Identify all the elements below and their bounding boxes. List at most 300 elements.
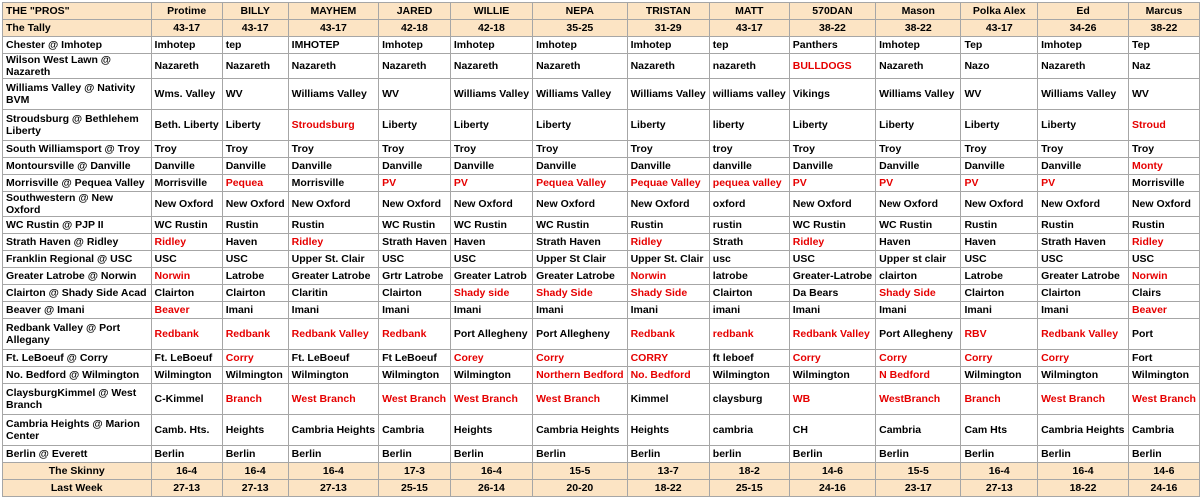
game-row [3, 192, 1200, 217]
pick-cell: Nazo [961, 54, 1038, 79]
pick-cell: WC Rustin [876, 217, 961, 234]
pick-cell: Nazareth [876, 54, 961, 79]
pick-cell: Imani [379, 302, 451, 319]
pick-cell: Liberty [379, 110, 451, 141]
game-row [3, 285, 1200, 302]
pick-cell: Upper St. Clair [288, 251, 378, 268]
tally-row [3, 20, 1200, 37]
pick-cell: Heights [450, 415, 532, 446]
pick-cell: Clairton [709, 285, 789, 302]
pick-cell: Pequea [222, 175, 288, 192]
pick-cell: Ridley [627, 234, 709, 251]
matchup-cell: Greater Latrobe @ Norwin [3, 268, 152, 285]
pick-cell: Imani [961, 302, 1038, 319]
pick-cell: Imani [627, 302, 709, 319]
pick-cell: New Oxford [222, 192, 288, 217]
pick-cell: Monty [1128, 158, 1199, 175]
pick-cell: Ft. LeBoeuf [288, 350, 378, 367]
pick-cell: Wilmington [789, 367, 875, 384]
pick-cell: Naz [1128, 54, 1199, 79]
skinny-record: 16-4 [450, 463, 532, 480]
pick-cell: Cambria [1128, 415, 1199, 446]
pick-cell: Redbank [151, 319, 222, 350]
pick-cell: Haven [222, 234, 288, 251]
picker-name: Protime [151, 3, 222, 20]
pick-cell: Shady side [450, 285, 532, 302]
matchup-cell: Southwestern @ New Oxford [3, 192, 152, 217]
pick-cell: berlin [709, 446, 789, 463]
pick-cell: cambria [709, 415, 789, 446]
game-row [3, 234, 1200, 251]
pick-cell: WV [222, 79, 288, 110]
pick-cell: Berlin [222, 446, 288, 463]
pick-cell: ft leboef [709, 350, 789, 367]
pick-cell: Berlin [876, 446, 961, 463]
pick-cell: USC [789, 251, 875, 268]
pick-cell: Redbank Valley [789, 319, 875, 350]
pick-cell: Berlin [961, 446, 1038, 463]
pick-cell: Williams Valley [288, 79, 378, 110]
pick-cell: WC Rustin [151, 217, 222, 234]
pick-cell: New Oxford [876, 192, 961, 217]
pick-cell: Port [1128, 319, 1199, 350]
pick-cell: Corry [876, 350, 961, 367]
skinny-record: 15-5 [876, 463, 961, 480]
last-week-row [3, 480, 1200, 497]
matchup-cell: Franklin Regional @ USC [3, 251, 152, 268]
pick-cell: Danville [379, 158, 451, 175]
pick-cell: tep [222, 37, 288, 54]
pick-cell: Corry [961, 350, 1038, 367]
pick-cell: Port Allegheny [876, 319, 961, 350]
pick-cell: Wilmington [709, 367, 789, 384]
pick-cell: Ridley [288, 234, 378, 251]
picks-spreadsheet [2, 2, 1200, 497]
pick-cell: Danville [151, 158, 222, 175]
pick-cell: Berlin [151, 446, 222, 463]
pick-cell: Berlin [627, 446, 709, 463]
pick-cell: Liberty [533, 110, 628, 141]
pick-cell: Pequea Valley [533, 175, 628, 192]
game-row [3, 37, 1200, 54]
pick-cell: WB [789, 384, 875, 415]
game-row [3, 141, 1200, 158]
last-week-record: 18-22 [627, 480, 709, 497]
pick-cell: claysburg [709, 384, 789, 415]
pick-cell: Imani [450, 302, 532, 319]
matchup-cell: Berlin @ Everett [3, 446, 152, 463]
pick-cell: Danville [288, 158, 378, 175]
pick-cell: Rustin [1128, 217, 1199, 234]
pick-cell: Ridley [151, 234, 222, 251]
pick-cell: Corry [222, 350, 288, 367]
pick-cell: Strath Haven [533, 234, 628, 251]
pick-cell: Nazareth [222, 54, 288, 79]
pick-cell: BULLDOGS [789, 54, 875, 79]
pick-cell: Troy [450, 141, 532, 158]
pick-cell: WV [1128, 79, 1199, 110]
tally-record: 35-25 [533, 20, 628, 37]
pick-cell: Redbank [222, 319, 288, 350]
pick-cell: Ridley [789, 234, 875, 251]
pick-cell: Rustin [222, 217, 288, 234]
pick-cell: New Oxford [961, 192, 1038, 217]
pick-cell: Cambria Heights [288, 415, 378, 446]
game-row [3, 158, 1200, 175]
pick-cell: West Branch [1128, 384, 1199, 415]
pick-cell: Williams Valley [450, 79, 532, 110]
pick-cell: New Oxford [288, 192, 378, 217]
pick-cell: Haven [876, 234, 961, 251]
matchup-cell: Morrisville @ Pequea Valley [3, 175, 152, 192]
tally-record: 38-22 [789, 20, 875, 37]
pick-cell: Troy [1038, 141, 1129, 158]
pick-cell: Strath Haven [379, 234, 451, 251]
picker-name: WILLIE [450, 3, 532, 20]
pick-cell: Cam Hts [961, 415, 1038, 446]
pick-cell: Troy [288, 141, 378, 158]
pick-cell: Wilmington [222, 367, 288, 384]
pick-cell: Liberty [961, 110, 1038, 141]
pick-cell: Morrisville [151, 175, 222, 192]
tally-record: 43-17 [151, 20, 222, 37]
game-row [3, 54, 1200, 79]
pick-cell: CORRY [627, 350, 709, 367]
pick-cell: Haven [961, 234, 1038, 251]
pick-cell: Williams Valley [627, 79, 709, 110]
pick-cell: Port Allegheny [450, 319, 532, 350]
pick-cell: PV [876, 175, 961, 192]
game-row [3, 217, 1200, 234]
pick-cell: Upper St Clair [533, 251, 628, 268]
last-week-label: Last Week [3, 480, 152, 497]
skinny-label: The Skinny [3, 463, 152, 480]
pick-cell: USC [222, 251, 288, 268]
pick-cell: Danville [533, 158, 628, 175]
pick-cell: Troy [151, 141, 222, 158]
pick-cell: Beaver [151, 302, 222, 319]
pick-cell: troy [709, 141, 789, 158]
pick-cell: Redbank [627, 319, 709, 350]
pick-cell: oxford [709, 192, 789, 217]
pick-cell: USC [450, 251, 532, 268]
last-week-record: 25-15 [379, 480, 451, 497]
pick-cell: clairton [876, 268, 961, 285]
pick-cell: Morrisville [1128, 175, 1199, 192]
pick-cell: Northern Bedford [533, 367, 628, 384]
pick-cell: Heights [627, 415, 709, 446]
game-row [3, 446, 1200, 463]
pick-cell: Rustin [288, 217, 378, 234]
pick-cell: Greater Latrob [450, 268, 532, 285]
pick-cell: Imani [876, 302, 961, 319]
pick-cell: New Oxford [379, 192, 451, 217]
pick-cell: CH [789, 415, 875, 446]
pick-cell: West Branch [533, 384, 628, 415]
pick-cell: Imhotep [533, 37, 628, 54]
game-row [3, 79, 1200, 110]
pick-cell: IMHOTEP [288, 37, 378, 54]
game-row [3, 384, 1200, 415]
pick-cell: Liberty [789, 110, 875, 141]
last-week-record: 27-13 [222, 480, 288, 497]
pick-cell: Haven [450, 234, 532, 251]
pick-cell: Imhotep [1038, 37, 1129, 54]
picker-name: JARED [379, 3, 451, 20]
pick-cell: Tep [961, 37, 1038, 54]
pick-cell: Greater-Latrobe [789, 268, 875, 285]
pick-cell: Redbank [379, 319, 451, 350]
pick-cell: Grtr Latrobe [379, 268, 451, 285]
pick-cell: N Bedford [876, 367, 961, 384]
pick-cell: Troy [1128, 141, 1199, 158]
pick-cell: RBV [961, 319, 1038, 350]
skinny-record: 14-6 [1128, 463, 1199, 480]
matchup-cell: Williams Valley @ Nativity BVM [3, 79, 152, 110]
matchup-cell: South Williamsport @ Troy [3, 141, 152, 158]
pick-cell: New Oxford [533, 192, 628, 217]
pick-cell: New Oxford [1038, 192, 1129, 217]
pick-cell: Troy [379, 141, 451, 158]
pick-cell: Wilmington [151, 367, 222, 384]
game-row [3, 415, 1200, 446]
pick-cell: Shady Side [627, 285, 709, 302]
tally-record: 38-22 [876, 20, 961, 37]
pick-cell: Imhotep [876, 37, 961, 54]
matchup-cell: No. Bedford @ Wilmington [3, 367, 152, 384]
skinny-record: 14-6 [789, 463, 875, 480]
pick-cell: Stroudsburg [288, 110, 378, 141]
pick-cell: Greater Latrobe [288, 268, 378, 285]
matchup-cell: Wilson West Lawn @ Nazareth [3, 54, 152, 79]
tally-record: 42-18 [450, 20, 532, 37]
pick-cell: Strath Haven [1038, 234, 1129, 251]
pick-cell: Liberty [1038, 110, 1129, 141]
pick-cell: No. Bedford [627, 367, 709, 384]
pick-cell: Claritin [288, 285, 378, 302]
pick-cell: Norwin [627, 268, 709, 285]
pick-cell: Imani [789, 302, 875, 319]
pick-cell: New Oxford [450, 192, 532, 217]
pick-cell: West Branch [379, 384, 451, 415]
pick-cell: Wilmington [961, 367, 1038, 384]
pick-cell: danville [709, 158, 789, 175]
pick-cell: Imhotep [450, 37, 532, 54]
tally-record: 43-17 [222, 20, 288, 37]
picker-name: Polka Alex [961, 3, 1038, 20]
pick-cell: Williams Valley [876, 79, 961, 110]
pick-cell: liberty [709, 110, 789, 141]
pick-cell: Nazareth [1038, 54, 1129, 79]
tally-record: 31-29 [627, 20, 709, 37]
game-row [3, 319, 1200, 350]
pick-cell: WV [961, 79, 1038, 110]
pick-cell: Nazareth [151, 54, 222, 79]
pick-cell: WC Rustin [379, 217, 451, 234]
matchup-cell: Redbank Valley @ Port Allegany [3, 319, 152, 350]
tally-record: 43-17 [709, 20, 789, 37]
pick-cell: Nazareth [288, 54, 378, 79]
pick-cell: Greater Latrobe [533, 268, 628, 285]
pick-cell: USC [961, 251, 1038, 268]
last-week-record: 27-13 [961, 480, 1038, 497]
last-week-record: 18-22 [1038, 480, 1129, 497]
pick-cell: New Oxford [151, 192, 222, 217]
pick-cell: Corry [789, 350, 875, 367]
picker-name: MATT [709, 3, 789, 20]
skinny-record: 16-4 [961, 463, 1038, 480]
pick-cell: Morrisville [288, 175, 378, 192]
pick-cell: Nazareth [533, 54, 628, 79]
pick-cell: New Oxford [627, 192, 709, 217]
pick-cell: Troy [789, 141, 875, 158]
game-row [3, 268, 1200, 285]
pick-cell: Troy [961, 141, 1038, 158]
pick-cell: Danville [627, 158, 709, 175]
pick-cell: Vikings [789, 79, 875, 110]
pick-cell: Wilmington [450, 367, 532, 384]
pick-cell: Fort [1128, 350, 1199, 367]
pick-cell: Imani [533, 302, 628, 319]
pick-cell: Corry [533, 350, 628, 367]
pick-cell: Tep [1128, 37, 1199, 54]
last-week-record: 20-20 [533, 480, 628, 497]
last-week-record: 24-16 [789, 480, 875, 497]
picker-name: Marcus [1128, 3, 1199, 20]
tally-record: 38-22 [1128, 20, 1199, 37]
pick-cell: Berlin [533, 446, 628, 463]
matchup-cell: ClaysburgKimmel @ West Branch [3, 384, 152, 415]
last-week-record: 23-17 [876, 480, 961, 497]
pick-cell: USC [379, 251, 451, 268]
pick-cell: Clairton [1038, 285, 1129, 302]
pick-cell: PV [1038, 175, 1129, 192]
pick-cell: WV [379, 79, 451, 110]
pick-cell: Port Allegheny [533, 319, 628, 350]
pick-cell: Danville [789, 158, 875, 175]
pick-cell: usc [709, 251, 789, 268]
pick-cell: redbank [709, 319, 789, 350]
pick-cell: USC [151, 251, 222, 268]
pick-cell: Berlin [379, 446, 451, 463]
pick-cell: New Oxford [1128, 192, 1199, 217]
pick-cell: Cambria Heights [533, 415, 628, 446]
pick-cell: Latrobe [961, 268, 1038, 285]
pick-cell: New Oxford [789, 192, 875, 217]
pick-cell: Troy [533, 141, 628, 158]
pick-cell: Danville [876, 158, 961, 175]
skinny-record: 17-3 [379, 463, 451, 480]
pick-cell: Greater Latrobe [1038, 268, 1129, 285]
pick-cell: Imhotep [627, 37, 709, 54]
pick-cell: WC Rustin [533, 217, 628, 234]
pick-cell: PV [450, 175, 532, 192]
pick-cell: West Branch [450, 384, 532, 415]
matchup-cell: Stroudsburg @ Bethlehem Liberty [3, 110, 152, 141]
pick-cell: Williams Valley [533, 79, 628, 110]
pick-cell: Ft LeBoeuf [379, 350, 451, 367]
tally-record: 43-17 [961, 20, 1038, 37]
pick-cell: Berlin [1038, 446, 1129, 463]
pick-cell: West Branch [288, 384, 378, 415]
pick-cell: Upper st clair [876, 251, 961, 268]
pick-cell: Branch [222, 384, 288, 415]
pick-cell: Branch [961, 384, 1038, 415]
pick-cell: Imhotep [151, 37, 222, 54]
pick-cell: Nazareth [379, 54, 451, 79]
matchup-cell: Ft. LeBoeuf @ Corry [3, 350, 152, 367]
pick-cell: Liberty [627, 110, 709, 141]
pick-cell: USC [1038, 251, 1129, 268]
matchup-cell: Cambria Heights @ Marion Center [3, 415, 152, 446]
matchup-cell: WC Rustin @ PJP II [3, 217, 152, 234]
matchup-cell: Beaver @ Imani [3, 302, 152, 319]
pick-cell: Rustin [627, 217, 709, 234]
pick-cell: Troy [876, 141, 961, 158]
pick-cell: Latrobe [222, 268, 288, 285]
pick-cell: Williams Valley [1038, 79, 1129, 110]
last-week-record: 25-15 [709, 480, 789, 497]
pick-cell: Berlin [1128, 446, 1199, 463]
pick-cell: Norwin [151, 268, 222, 285]
pick-cell: Shady Side [876, 285, 961, 302]
pick-cell: Berlin [789, 446, 875, 463]
pick-cell: pequea valley [709, 175, 789, 192]
pick-cell: Clairs [1128, 285, 1199, 302]
pick-cell: Danville [1038, 158, 1129, 175]
pick-cell: Imani [222, 302, 288, 319]
pick-cell: Ft. LeBoeuf [151, 350, 222, 367]
picker-name: MAYHEM [288, 3, 378, 20]
pick-cell: Wms. Valley [151, 79, 222, 110]
pick-cell: WC Rustin [789, 217, 875, 234]
pick-cell: Cambria [876, 415, 961, 446]
tally-label: The Tally [3, 20, 152, 37]
pick-cell: Da Bears [789, 285, 875, 302]
pick-cell: PV [379, 175, 451, 192]
pick-cell: Berlin [288, 446, 378, 463]
pick-cell: Shady Side [533, 285, 628, 302]
pick-cell: Strath [709, 234, 789, 251]
picker-name: Mason [876, 3, 961, 20]
skinny-row [3, 463, 1200, 480]
pick-cell: Danville [222, 158, 288, 175]
pick-cell: rustin [709, 217, 789, 234]
game-row [3, 251, 1200, 268]
picker-name: TRISTAN [627, 3, 709, 20]
pick-cell: Clairton [151, 285, 222, 302]
skinny-record: 18-2 [709, 463, 789, 480]
pick-cell: Berlin [450, 446, 532, 463]
matchup-cell: Strath Haven @ Ridley [3, 234, 152, 251]
game-row [3, 367, 1200, 384]
pick-cell: Ridley [1128, 234, 1199, 251]
picker-name: BILLY [222, 3, 288, 20]
game-row [3, 110, 1200, 141]
matchup-cell: Montoursville @ Danville [3, 158, 152, 175]
pick-cell: nazareth [709, 54, 789, 79]
picker-name: NEPA [533, 3, 628, 20]
pick-cell: Stroud [1128, 110, 1199, 141]
pick-cell: Norwin [1128, 268, 1199, 285]
pick-cell: tep [709, 37, 789, 54]
pick-cell: Imani [1038, 302, 1129, 319]
pick-cell: Wilmington [379, 367, 451, 384]
skinny-record: 16-4 [1038, 463, 1129, 480]
last-week-record: 27-13 [151, 480, 222, 497]
pick-cell: Clairton [379, 285, 451, 302]
pick-cell: Rustin [1038, 217, 1129, 234]
